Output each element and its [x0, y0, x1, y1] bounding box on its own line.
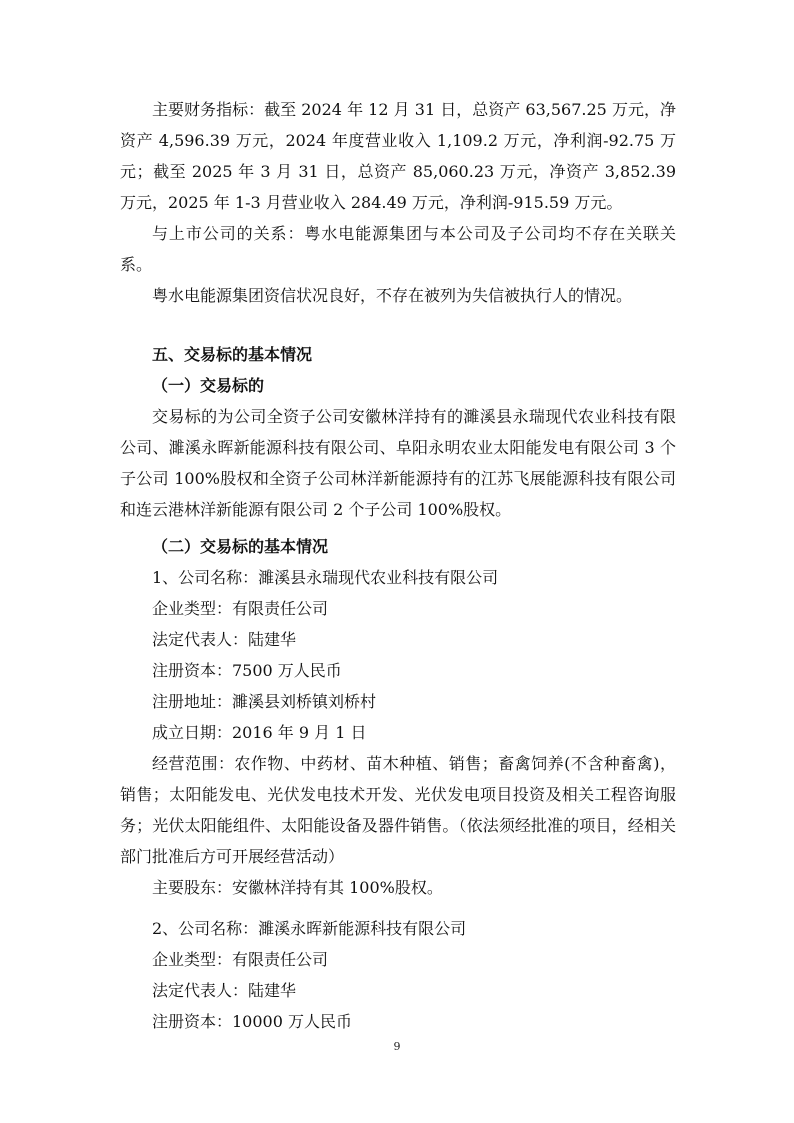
company1-legal-rep: 法定代表人：陆建华 [152, 630, 297, 649]
company1-scope: 经营范围：农作物、中药材、苗木种植、销售；畜禽饲养(不含种畜禽)，销售；太阳能发电、光伏发电技术开发、光伏发电项目投资及相关工程咨询服务；光伏太阳能组件、太阳能设备及器件销售。（依法须经批准的项目，经相关部门批准后方可开展经营活动） [120, 754, 676, 866]
company2-capital: 注册资本：10000 万人民币 [152, 1012, 352, 1031]
company1-founded: 成立日期：2016 年 9 月 1 日 [152, 723, 367, 742]
company1-shareholder: 主要股东：安徽林洋持有其 100%股权。 [152, 878, 443, 897]
credit-status-paragraph: 粤水电能源集团资信状况良好，不存在被列为失信被执行人的情况。 [152, 286, 633, 305]
financial-indicators-paragraph: 主要财务指标：截至 2024 年 12 月 31 日，总资产 63,567.25 万元，净资产 4,596.39 万元，2024 年度营业收入 1,109.2 万元，净利润-92.75 万元；截至 2025 年 3 月 31 日，总资产 85,060.23 万元，净资产 3,852.39 万元，2025 年 1-3 月营业收入 284.49 万元，净利润-915.59 万元。 [120, 100, 676, 212]
relationship-paragraph: 与上市公司的关系：粤水电能源集团与本公司及子公司均不存在关联关系。 [120, 224, 676, 274]
company2-legal-rep: 法定代表人：陆建华 [152, 981, 297, 1000]
company1-capital: 注册资本：7500 万人民币 [152, 661, 342, 680]
document-body [120, 94, 676, 1037]
subsection-one-body: 交易标的为公司全资子公司安徽林洋持有的濉溪县永瑞现代农业科技有限公司、濉溪永晖新能源科技有限公司、阜阳永明农业太阳能发电有限公司 3 个子公司 100%股权和全资子公司林洋新能源持有的江苏飞展能源科技有限公司和连云港林洋新能源有限公司 2 个子公司 100%股权。 [120, 407, 676, 519]
company1-address: 注册地址：濉溪县刘桥镇刘桥村 [152, 692, 377, 711]
company1-name: 1、公司名称：濉溪县永瑞现代农业科技有限公司 [152, 568, 499, 587]
company2-name: 2、公司名称：濉溪永晖新能源科技有限公司 [152, 919, 467, 938]
company1-type: 企业类型：有限责任公司 [152, 599, 329, 618]
section-five-heading: 五、交易标的基本情况 [152, 345, 313, 364]
page-number: 9 [393, 1040, 401, 1053]
company2-type: 企业类型：有限责任公司 [152, 950, 329, 969]
subsection-two-heading: （二）交易标的基本情况 [152, 537, 329, 556]
subsection-one-heading: （一）交易标的 [152, 376, 265, 395]
